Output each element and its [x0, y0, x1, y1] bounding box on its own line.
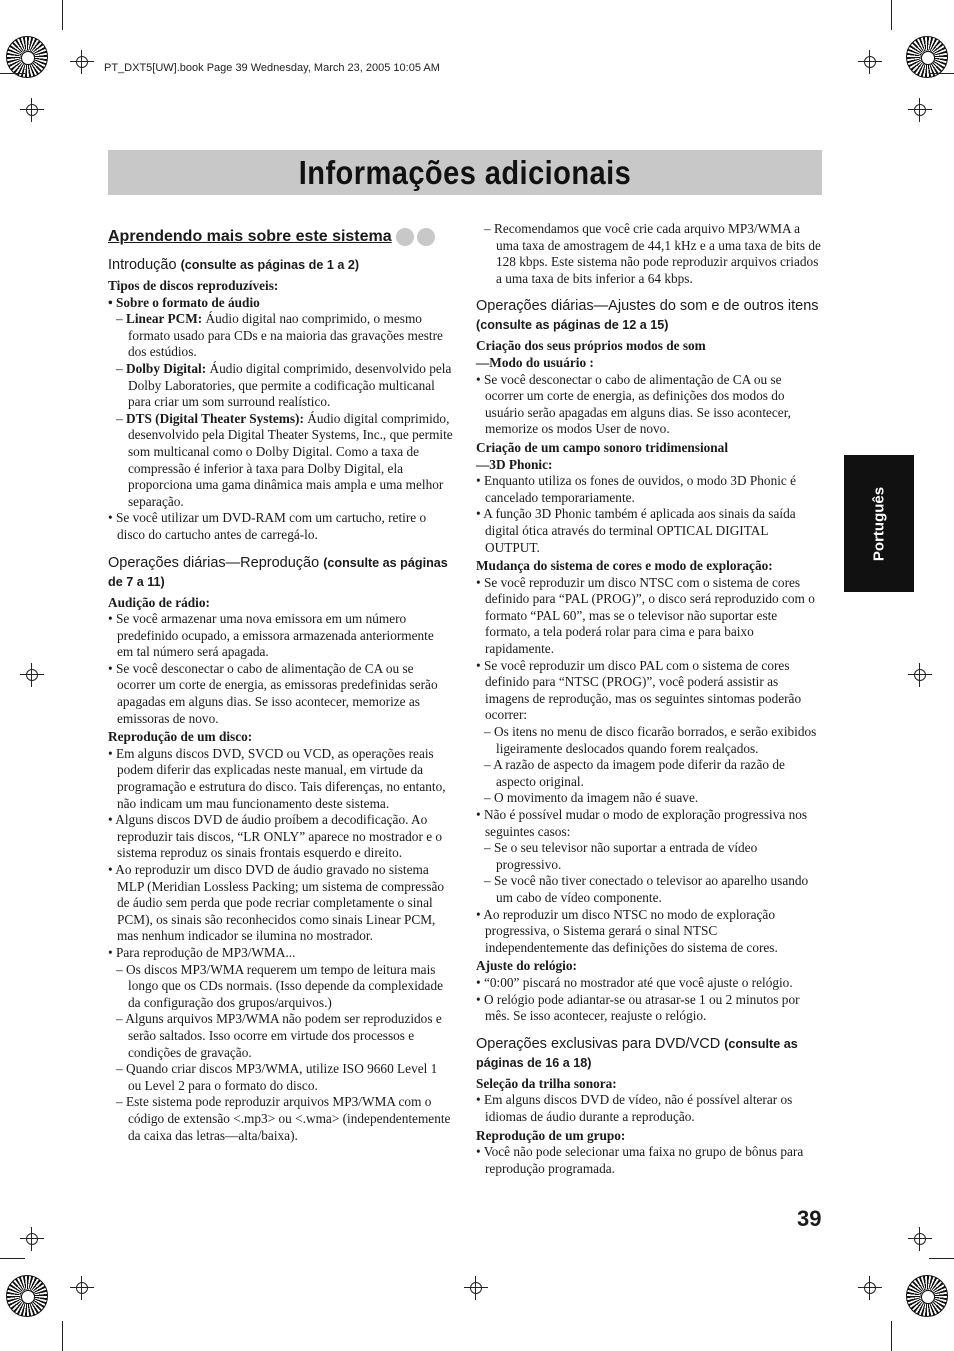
heading-dots-decoration	[396, 228, 435, 246]
subsection-title: Operações diárias—Ajustes do som e de outros itens	[476, 298, 819, 315]
bullet-item: • Para reprodução de MP3/WMA...	[108, 944, 296, 960]
bullet-item: • Se você desconectar o cabo de alimentação de CA ou se ocorrer um corte de energia, as definições dos modos do usuário serão apagadas em alguns dias. Se isso acontecer, memorize os modos User de novo.	[476, 371, 791, 437]
registration-star-mark	[6, 1275, 48, 1317]
bold-heading: Ajuste do relógio:	[476, 958, 577, 974]
crosshair-mark	[464, 1276, 488, 1300]
crosshair-mark	[908, 1227, 932, 1251]
dash-item: – Quando criar discos MP3/WMA, utilize ISO 9660 Level 1 ou Level 2 para o formato do disco.	[116, 1061, 438, 1093]
term: Linear PCM:	[125, 311, 203, 327]
bullet-item: • Alguns discos DVD de áudio proíbem a decodificação. Ao reproduzir tais discos, “LR ONLY” aparece no mostrador e o sistema reproduz os sinais frontais esquerdo e direito.	[108, 812, 443, 861]
bullet-item: • Não é possível mudar o modo de exploração progressiva nos seguintes casos:	[476, 807, 808, 839]
bold-heading: Audição de rádio:	[108, 594, 210, 610]
bold-heading: Criação dos seus próprios modos de som	[476, 338, 706, 354]
bullet-item: • Se você desconectar o cabo de alimentação de CA ou se ocorrer um corte de energia, as emissoras predefinidas serão apagadas em alguns dias. Se isso acontecer, memorize as emissoras de novo.	[108, 660, 438, 726]
dash-item: – Dolby Digital: Áudio digital comprimido, desenvolvido pela Dolby Laboratories, que permite a codificação multicanal para criar um som surround realístico.	[116, 360, 452, 410]
crop-line	[891, 0, 892, 30]
bullet-item: • Ao reproduzir um disco NTSC no modo de exploração progressiva, o Sistema gerará o sinal NTSC independentemente das definições do sistema de cores.	[476, 906, 778, 955]
crosshair-mark	[20, 1227, 44, 1251]
bold-heading: Criação de um campo sonoro tridimensional	[476, 439, 729, 455]
bold-heading: —3D Phonic:	[476, 456, 553, 472]
dash-item: – Este sistema pode reproduzir arquivos MP3/WMA com o código de extensão <.mp3> ou <.wma> (independentemente da caixa das letras—alta/baixa).	[116, 1094, 451, 1143]
crosshair-mark	[20, 663, 44, 687]
crosshair-mark	[70, 1276, 94, 1300]
dash-item: – Alguns arquivos MP3/WMA não podem ser reproduzidos e serão saltados. Isso ocorre em virtude dos processos e condições de gravação.	[116, 1011, 442, 1060]
crop-line	[929, 1258, 954, 1259]
right-column	[476, 221, 822, 1177]
crop-line	[62, 1321, 63, 1351]
crosshair-mark	[70, 50, 94, 74]
registration-star-mark	[906, 1275, 948, 1317]
subsection-title: Operações exclusivas para DVD/VCD	[476, 1035, 721, 1052]
dash-item: – Recomendamos que você crie cada arquivo MP3/WMA a uma taxa de amostragem de 44,1 kHz e a uma taxa de bits de 128 kbps. Este sistema não pode reproduzir arquivos criados a uma taxa de bits inferior a 64 kbps.	[484, 221, 821, 286]
bullet-item: • Sobre o formato de áudio	[108, 294, 260, 310]
bullet-item: • Você não pode selecionar uma faixa no grupo de bônus para reprodução programada.	[476, 1144, 804, 1176]
term: DTS (Digital Theater Systems):	[125, 410, 304, 426]
subsection-heading-playback	[108, 554, 453, 592]
crosshair-mark	[20, 98, 44, 122]
dash-item: – Se você não tiver conectado o televisor ao aparelho usando um cabo de vídeo componente.	[484, 873, 809, 905]
dash-item: – Se o seu televisor não suportar a entrada de vídeo progressivo.	[484, 840, 758, 872]
crop-line	[929, 73, 954, 74]
term: Dolby Digital:	[125, 360, 207, 376]
dash-item: – Os discos MP3/WMA requerem um tempo de leitura mais longo que os CDs normais. (Isso depende da complexidade da configuração dos grupos/arquivos.)	[116, 961, 443, 1010]
page-number: 39	[797, 1206, 822, 1231]
bold-heading: Reprodução de um grupo:	[476, 1127, 626, 1143]
crop-line	[891, 1321, 892, 1351]
dash-item: – Os itens no menu de disco ficarão borrados, e serão exibidos ligeiramente deslocados quando forem realçados.	[484, 724, 817, 756]
bullet-item: • Se você reproduzir um disco NTSC com o sistema de cores definido para “PAL (PROG)”, o disco será reproduzido com o formato “PAL 60”, mas se o televisor não suportar este formato, a tela poderá rolar para cima e para baixo rapidamente.	[476, 574, 815, 657]
term-text: Áudio digital comprimido, desenvolvido pela Digital Theater Systems, Inc., que permite som multicanal como o Dolby Digital. Como a taxa de compressão é inferior à taxa para Dolby Digital, ela proporciona uma gama dinâmica mais ampla e uma melhor separação.	[128, 410, 453, 509]
crop-line	[0, 1258, 25, 1259]
page-reference: (consulte as páginas de 1 a 2)	[180, 258, 360, 272]
dash-item: – A razão de aspecto da imagem pode diferir da razão de aspecto original.	[484, 757, 785, 789]
crosshair-mark	[908, 663, 932, 687]
bullet-item: • Enquanto utiliza os fones de ouvidos, o modo 3D Phonic é cancelado temporariamente.	[476, 473, 797, 505]
bullet-item: • Ao reproduzir um disco DVD de áudio gravado no sistema MLP (Meridian Lossless Packing; um sistema de compressão de áudio sem perda que pode recriar completamente o sinal PCM), os sinais são reconhecidos como sinais Linear PCM, mas nenhum indicador se ilumina no mostrador.	[108, 862, 445, 944]
bold-heading: —Modo do usuário :	[476, 354, 594, 370]
bold-heading: Seleção da trilha sonora:	[476, 1075, 617, 1091]
bullet-item: • Em alguns discos DVD de vídeo, não é possível alterar os idiomas de áudio durante a reprodução.	[476, 1092, 793, 1124]
bullet-item: • Se você utilizar um DVD-RAM com um cartucho, retire o disco do cartucho antes de carregá-lo.	[108, 510, 427, 542]
page-reference: (consulte as páginas de 7 a 11)	[108, 555, 448, 589]
subsection-heading-sound	[476, 297, 822, 335]
page-title: Informações adicionais	[298, 154, 632, 191]
side-tab-label: Português	[870, 486, 888, 561]
bold-heading: Reprodução de um disco:	[108, 729, 253, 745]
subsection-title: Introdução	[108, 257, 177, 273]
subsection-title: Operações diárias—Reprodução	[108, 554, 320, 571]
crosshair-mark	[858, 1276, 882, 1300]
dash-item: – Linear PCM: Áudio digital nao comprimido, o mesmo formato usado para CDs e na maioria das gravações mestre dos estúdios.	[116, 311, 443, 360]
section-heading	[108, 228, 453, 246]
title-bar	[108, 150, 822, 195]
bold-heading: Tipos de discos reproduzíveis:	[108, 278, 279, 293]
subsection-heading-dvd	[476, 1035, 822, 1073]
language-side-tab	[844, 455, 914, 592]
bullet-item: • O relógio pode adiantar-se ou atrasar-se 1 ou 2 minutos por mês. Se isso acontecer, reajuste o relógio.	[476, 991, 800, 1024]
dash-item: – O movimento da imagem não é suave.	[484, 790, 699, 806]
bullet-item: • Em alguns discos DVD, SVCD ou VCD, as operações reais podem diferir das explicadas neste manual, em virtude da programação e estrutura do disco. Tais diferenças, no entanto, não indicam um mau funcionamento deste sistema.	[108, 745, 446, 811]
print-header: PT_DXT5[UW].book Page 39 Wednesday, March 23, 2005 10:05 AM	[104, 62, 440, 74]
registration-star-mark	[906, 36, 948, 78]
page-reference: (consulte as páginas de 12 a 15)	[476, 318, 669, 333]
dash-item: – DTS (Digital Theater Systems): Áudio digital comprimido, desenvolvido pela Digital Theater Systems, Inc., que permite som multicanal como o Dolby Digital. Como a taxa de compressão é inferior à taxa para Dolby Digital, ela proporciona uma gama dinâmica mais ampla e uma melhor separação.	[116, 410, 453, 509]
bullet-item: • “0:00” piscará no mostrador até que você ajuste o relógio.	[476, 974, 793, 990]
crop-line	[62, 0, 63, 30]
crosshair-mark	[858, 50, 882, 74]
bullet-item: • Se você armazenar uma nova emissora em um número predefinido ocupado, a emissora armazenada anteriormente em tal número será apagada.	[108, 611, 434, 660]
term-text: Áudio digital comprimido, desenvolvido pela Dolby Laboratories, que permite a codificação multicanal para criar um som surround realístico.	[128, 360, 452, 410]
term-text: Áudio digital nao comprimido, o mesmo formato usado para CDs e na maioria das gravações mestre dos estúdios.	[128, 311, 443, 360]
section-title: Aprendendo mais sobre este sistema	[108, 227, 392, 245]
bullet-item: • Se você reproduzir um disco PAL com o sistema de cores definido para “NTSC (PROG)”, você poderá assistir as imagens de reprodução, mas os seguintes sintomas poderão ocorrer:	[476, 657, 802, 723]
subsection-heading-intro	[108, 256, 453, 275]
registration-star-mark	[6, 36, 48, 78]
bullet-item: • A função 3D Phonic também é aplicada aos sinais da saída digital ótica através do terminal OPTICAL DIGITAL OUTPUT.	[476, 506, 796, 555]
crop-line	[0, 73, 25, 74]
page-reference: (consulte as páginas de 16 a 18)	[476, 1036, 798, 1070]
bold-heading: Mudança do sistema de cores e modo de exploração:	[476, 558, 773, 574]
left-column	[108, 228, 453, 1144]
crosshair-mark	[908, 98, 932, 122]
